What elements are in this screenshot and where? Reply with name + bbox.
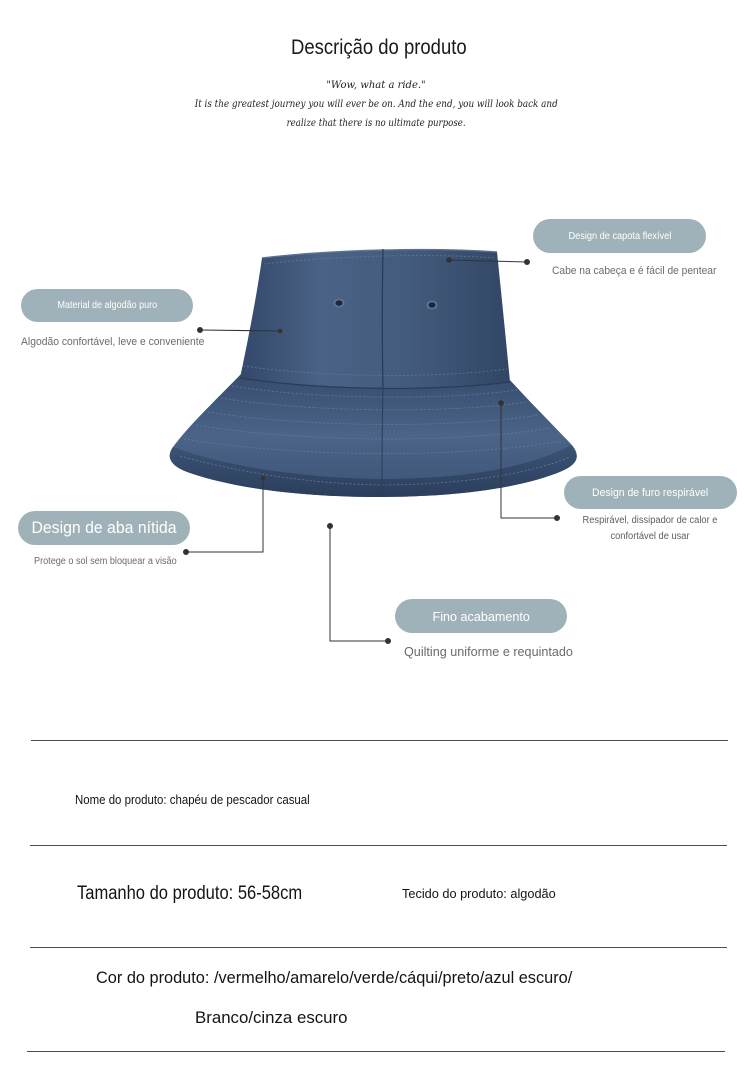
spec-product-name-text: Nome do produto: chapéu de pescador casual [75,792,310,807]
callout-description-aba [34,556,191,568]
callout-label: Fino acabamento [432,608,530,624]
callout-pill-acabamento [395,599,567,633]
hat-crown [240,250,510,389]
spec-product-color-continued-text: Branco/cinza escuro [195,1008,348,1027]
callout-description-capota [552,265,729,277]
eyelet-right-icon [427,301,438,310]
callout-description-text: Algodão confortável, leve e conveniente [21,336,205,348]
callout-description-acabamento [404,645,578,659]
callout-label: Material de algodão puro [57,300,157,311]
leader-aba [184,476,265,554]
divider [30,947,727,948]
callout-description-material [21,336,216,348]
quote-line [2,80,750,99]
callout-description-text: Protege o sol sem bloquear a visão [34,556,177,567]
spec-product-color-text: Cor do produto: /vermelho/amarelo/verde/cáqui/preto/azul escuro/ [96,968,573,987]
hat-illustration [170,249,577,497]
spec-product-color [96,969,592,987]
callout-description-text: confortável de usar [610,531,690,542]
callout-description-furo [564,513,736,545]
hat-crown-seam [382,249,383,387]
callout-pill-capota [533,219,706,253]
callout-description-text: Respirável, dissipador de calor e [582,515,718,526]
page-title: Descrição do produto [291,36,467,59]
eyelet-left-icon [334,299,345,308]
divider [27,1051,725,1052]
spec-product-size-text: Tamanho do produto: 56-58cm [77,883,303,904]
spec-product-name [75,793,342,807]
callout-description-text: Cabe na cabeça e é fácil de pentear [552,265,717,277]
callout-pill-aba [18,511,190,545]
callout-label: Design de capota flexível [568,230,671,242]
callout-label: Design de furo respirável [592,486,709,499]
spec-product-fabric [402,887,559,901]
spec-product-size [77,884,336,904]
leader-acabamento [328,524,391,644]
divider [31,740,728,741]
spec-product-color-continued [195,1009,349,1027]
quote-line-text: "Wow, what a ride." [326,80,426,91]
callout-pill-material [21,289,193,322]
divider [30,845,727,846]
handwritten-quote [2,80,750,137]
page-title-row [8,37,750,59]
quote-line-text: realize that there is no ultimate purpose. [286,118,466,129]
callout-label: Design de aba nítida [31,518,177,537]
quote-line-text: It is the greatest journey you will ever be on. And the end, you will look back and [194,99,558,110]
callout-description-text: Quilting uniforme e requintado [404,644,573,659]
callout-pill-furo [564,476,737,509]
quote-line [2,118,750,137]
quote-line [2,99,750,118]
spec-product-fabric-text: Tecido do produto: algodão [402,886,556,901]
